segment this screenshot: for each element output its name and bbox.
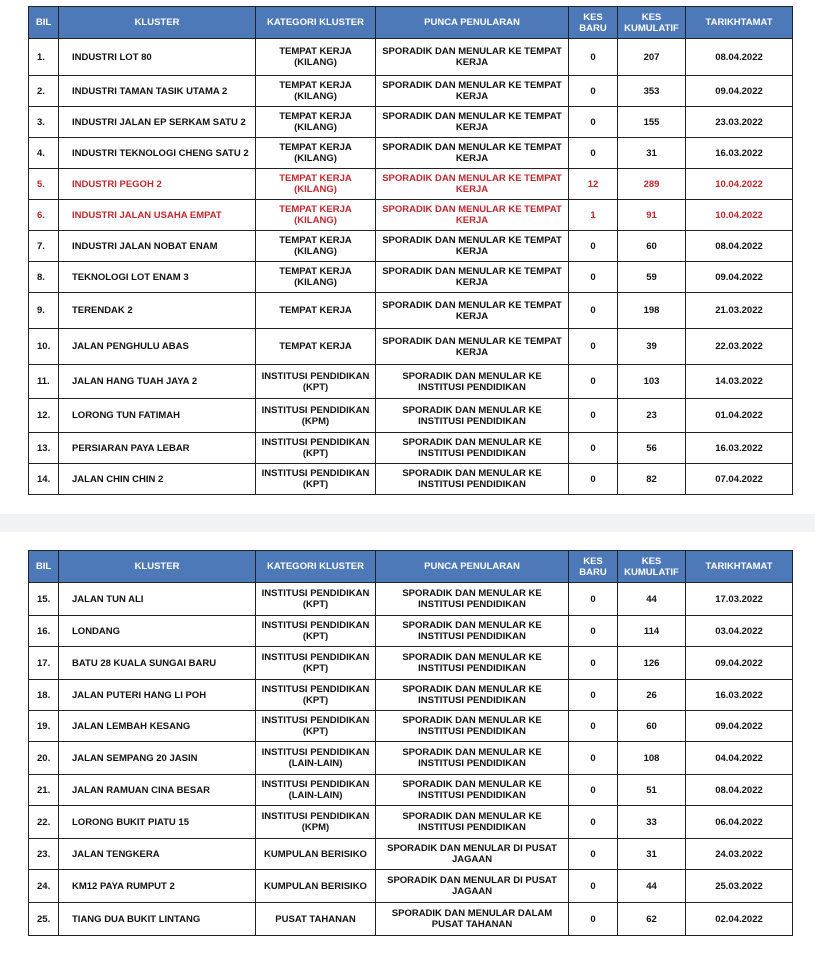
cell-tarikh-tamat: 08.04.2022 bbox=[686, 775, 793, 806]
cell-bil: 16. bbox=[29, 616, 59, 647]
cell-bil: 1. bbox=[29, 39, 59, 76]
table-row bbox=[29, 399, 793, 433]
header-punca: PUNCA PENULARAN bbox=[376, 7, 569, 39]
cell-tarikh-tamat: 21.03.2022 bbox=[686, 293, 793, 329]
cell-kes-kumulatif: 23 bbox=[618, 399, 686, 433]
table-row bbox=[29, 742, 793, 775]
table-row bbox=[29, 616, 793, 647]
cell-bil: 24. bbox=[29, 870, 59, 903]
table-row bbox=[29, 464, 793, 495]
cell-punca: SPORADIK DAN MENULAR KE INSTITUSI PENDIDIKAN bbox=[376, 365, 569, 399]
cell-kes-kumulatif: 39 bbox=[618, 329, 686, 365]
cell-kategori: PUSAT TAHANAN bbox=[256, 903, 376, 936]
table-row bbox=[29, 680, 793, 711]
cell-kes-baru: 0 bbox=[569, 365, 618, 399]
cell-bil: 22. bbox=[29, 806, 59, 839]
cell-kes-baru: 0 bbox=[569, 839, 618, 870]
cell-kluster: JALAN HANG TUAH JAYA 2 bbox=[59, 365, 256, 399]
cell-bil: 13. bbox=[29, 433, 59, 464]
cell-kluster: TEKNOLOGI LOT ENAM 3 bbox=[59, 262, 256, 293]
cell-punca: SPORADIK DAN MENULAR KE INSTITUSI PENDIDIKAN bbox=[376, 464, 569, 495]
cell-kes-baru: 0 bbox=[569, 870, 618, 903]
cell-tarikh-tamat: 16.03.2022 bbox=[686, 433, 793, 464]
table-row bbox=[29, 870, 793, 903]
table-row bbox=[29, 39, 793, 76]
cell-kes-kumulatif: 82 bbox=[618, 464, 686, 495]
cell-kes-baru: 0 bbox=[569, 231, 618, 262]
cell-kategori: TEMPAT KERJA (KILANG) bbox=[256, 200, 376, 231]
cell-bil: 25. bbox=[29, 903, 59, 936]
table-row bbox=[29, 711, 793, 742]
cell-kes-kumulatif: 198 bbox=[618, 293, 686, 329]
cell-kes-kumulatif: 56 bbox=[618, 433, 686, 464]
cell-tarikh-tamat: 14.03.2022 bbox=[686, 365, 793, 399]
cell-kluster: INDUSTRI TEKNOLOGI CHENG SATU 2 bbox=[59, 138, 256, 169]
cell-punca: SPORADIK DAN MENULAR KE INSTITUSI PENDIDIKAN bbox=[376, 433, 569, 464]
cell-punca: SPORADIK DAN MENULAR KE TEMPAT KERJA bbox=[376, 169, 569, 200]
cell-tarikh-tamat: 04.04.2022 bbox=[686, 742, 793, 775]
cell-bil: 7. bbox=[29, 231, 59, 262]
cell-kategori: INSTITUSI PENDIDIKAN (LAIN-LAIN) bbox=[256, 742, 376, 775]
cell-tarikh-tamat: 23.03.2022 bbox=[686, 107, 793, 138]
header-kluster: KLUSTER bbox=[59, 7, 256, 39]
cell-kes-baru: 0 bbox=[569, 107, 618, 138]
cell-kluster: LORONG BUKIT PIATU 15 bbox=[59, 806, 256, 839]
cell-kategori: KUMPULAN BERISIKO bbox=[256, 870, 376, 903]
table-row bbox=[29, 107, 793, 138]
cell-kes-baru: 0 bbox=[569, 293, 618, 329]
cell-tarikh-tamat: 25.03.2022 bbox=[686, 870, 793, 903]
cell-kes-kumulatif: 155 bbox=[618, 107, 686, 138]
cell-kluster: INDUSTRI JALAN USAHA EMPAT bbox=[59, 200, 256, 231]
cell-kluster: PERSIARAN PAYA LEBAR bbox=[59, 433, 256, 464]
cluster-table-2 bbox=[28, 550, 793, 936]
header-kes-baru: KES BARU bbox=[569, 7, 618, 39]
cell-kes-baru: 0 bbox=[569, 583, 618, 616]
cell-punca: SPORADIK DAN MENULAR DALAM PUSAT TAHANAN bbox=[376, 903, 569, 936]
cell-kes-kumulatif: 60 bbox=[618, 231, 686, 262]
cell-kategori: TEMPAT KERJA bbox=[256, 329, 376, 365]
cell-kategori: TEMPAT KERJA bbox=[256, 293, 376, 329]
table-header-row bbox=[29, 551, 793, 583]
cell-tarikh-tamat: 24.03.2022 bbox=[686, 839, 793, 870]
cell-punca: SPORADIK DAN MENULAR KE INSTITUSI PENDIDIKAN bbox=[376, 399, 569, 433]
cell-tarikh-tamat: 03.04.2022 bbox=[686, 616, 793, 647]
header-tarikh-tamat: TARIKHTAMAT bbox=[686, 551, 793, 583]
cell-kategori: TEMPAT KERJA (KILANG) bbox=[256, 169, 376, 200]
cell-kes-baru: 12 bbox=[569, 169, 618, 200]
table-row bbox=[29, 583, 793, 616]
cell-tarikh-tamat: 09.04.2022 bbox=[686, 262, 793, 293]
cell-punca: SPORADIK DAN MENULAR KE INSTITUSI PENDIDIKAN bbox=[376, 806, 569, 839]
header-kes-kumulatif: KES KUMULATIF bbox=[618, 551, 686, 583]
cell-kes-kumulatif: 26 bbox=[618, 680, 686, 711]
cell-punca: SPORADIK DAN MENULAR KE TEMPAT KERJA bbox=[376, 262, 569, 293]
cell-bil: 18. bbox=[29, 680, 59, 711]
cell-punca: SPORADIK DAN MENULAR KE INSTITUSI PENDIDIKAN bbox=[376, 680, 569, 711]
cell-punca: SPORADIK DAN MENULAR KE TEMPAT KERJA bbox=[376, 76, 569, 107]
cell-kes-baru: 0 bbox=[569, 262, 618, 293]
cell-kluster: INDUSTRI TAMAN TASIK UTAMA 2 bbox=[59, 76, 256, 107]
cell-tarikh-tamat: 08.04.2022 bbox=[686, 39, 793, 76]
table-row bbox=[29, 775, 793, 806]
table-row bbox=[29, 433, 793, 464]
cell-punca: SPORADIK DAN MENULAR KE INSTITUSI PENDIDIKAN bbox=[376, 647, 569, 680]
cell-kluster: JALAN PUTERI HANG LI POH bbox=[59, 680, 256, 711]
cell-kategori: INSTITUSI PENDIDIKAN (KPT) bbox=[256, 680, 376, 711]
cell-bil: 10. bbox=[29, 329, 59, 365]
cell-punca: SPORADIK DAN MENULAR KE TEMPAT KERJA bbox=[376, 39, 569, 76]
cell-punca: SPORADIK DAN MENULAR KE TEMPAT KERJA bbox=[376, 231, 569, 262]
cell-punca: SPORADIK DAN MENULAR KE TEMPAT KERJA bbox=[376, 107, 569, 138]
cell-tarikh-tamat: 02.04.2022 bbox=[686, 903, 793, 936]
cell-kes-kumulatif: 51 bbox=[618, 775, 686, 806]
header-kategori: KATEGORI KLUSTER bbox=[256, 7, 376, 39]
cell-tarikh-tamat: 17.03.2022 bbox=[686, 583, 793, 616]
cell-kes-kumulatif: 126 bbox=[618, 647, 686, 680]
header-punca: PUNCA PENULARAN bbox=[376, 551, 569, 583]
cell-kluster: KM12 PAYA RUMPUT 2 bbox=[59, 870, 256, 903]
table-row bbox=[29, 293, 793, 329]
cell-kes-kumulatif: 60 bbox=[618, 711, 686, 742]
cell-kategori: INSTITUSI PENDIDIKAN (KPT) bbox=[256, 616, 376, 647]
cell-kluster: JALAN RAMUAN CINA BESAR bbox=[59, 775, 256, 806]
cell-kes-baru: 0 bbox=[569, 329, 618, 365]
cell-bil: 23. bbox=[29, 839, 59, 870]
cell-tarikh-tamat: 10.04.2022 bbox=[686, 169, 793, 200]
cell-kategori: INSTITUSI PENDIDIKAN (KPT) bbox=[256, 711, 376, 742]
cell-punca: SPORADIK DAN MENULAR KE TEMPAT KERJA bbox=[376, 293, 569, 329]
header-kategori: KATEGORI KLUSTER bbox=[256, 551, 376, 583]
table-row bbox=[29, 806, 793, 839]
cell-kes-baru: 0 bbox=[569, 711, 618, 742]
cell-kes-baru: 0 bbox=[569, 903, 618, 936]
cell-bil: 14. bbox=[29, 464, 59, 495]
cell-bil: 4. bbox=[29, 138, 59, 169]
cell-kluster: TIANG DUA BUKIT LINTANG bbox=[59, 903, 256, 936]
cell-tarikh-tamat: 16.03.2022 bbox=[686, 680, 793, 711]
cell-kategori: INSTITUSI PENDIDIKAN (KPT) bbox=[256, 433, 376, 464]
cell-tarikh-tamat: 06.04.2022 bbox=[686, 806, 793, 839]
cell-kes-baru: 0 bbox=[569, 39, 618, 76]
cell-punca: SPORADIK DAN MENULAR DI PUSAT JAGAAN bbox=[376, 870, 569, 903]
cell-kategori: INSTITUSI PENDIDIKAN (KPT) bbox=[256, 365, 376, 399]
cell-kluster: JALAN TENGKERA bbox=[59, 839, 256, 870]
cell-kluster: TERENDAK 2 bbox=[59, 293, 256, 329]
cell-bil: 8. bbox=[29, 262, 59, 293]
table-row bbox=[29, 169, 793, 200]
cell-kes-kumulatif: 114 bbox=[618, 616, 686, 647]
cell-kluster: INDUSTRI JALAN EP SERKAM SATU 2 bbox=[59, 107, 256, 138]
cell-kes-baru: 0 bbox=[569, 806, 618, 839]
cell-kluster: BATU 28 KUALA SUNGAI BARU bbox=[59, 647, 256, 680]
cell-punca: SPORADIK DAN MENULAR KE TEMPAT KERJA bbox=[376, 138, 569, 169]
cell-kategori: TEMPAT KERJA (KILANG) bbox=[256, 262, 376, 293]
cell-tarikh-tamat: 08.04.2022 bbox=[686, 231, 793, 262]
cell-punca: SPORADIK DAN MENULAR KE INSTITUSI PENDIDIKAN bbox=[376, 742, 569, 775]
header-kes-kumulatif: KES KUMULATIF bbox=[618, 7, 686, 39]
header-kluster: KLUSTER bbox=[59, 551, 256, 583]
cell-kluster: INDUSTRI LOT 80 bbox=[59, 39, 256, 76]
cell-punca: SPORADIK DAN MENULAR KE TEMPAT KERJA bbox=[376, 329, 569, 365]
table-row bbox=[29, 200, 793, 231]
cell-kes-kumulatif: 91 bbox=[618, 200, 686, 231]
cell-punca: SPORADIK DAN MENULAR KE INSTITUSI PENDIDIKAN bbox=[376, 775, 569, 806]
cell-tarikh-tamat: 09.04.2022 bbox=[686, 76, 793, 107]
cell-kategori: INSTITUSI PENDIDIKAN (LAIN-LAIN) bbox=[256, 775, 376, 806]
cell-kategori: TEMPAT KERJA (KILANG) bbox=[256, 107, 376, 138]
cell-tarikh-tamat: 07.04.2022 bbox=[686, 464, 793, 495]
cell-kluster: INDUSTRI PEGOH 2 bbox=[59, 169, 256, 200]
cell-kluster: INDUSTRI JALAN NOBAT ENAM bbox=[59, 231, 256, 262]
header-tarikh-tamat: TARIKHTAMAT bbox=[686, 7, 793, 39]
cell-kes-baru: 0 bbox=[569, 399, 618, 433]
cell-tarikh-tamat: 09.04.2022 bbox=[686, 711, 793, 742]
table-row bbox=[29, 76, 793, 107]
cell-kategori: INSTITUSI PENDIDIKAN (KPT) bbox=[256, 464, 376, 495]
table-row bbox=[29, 262, 793, 293]
cell-punca: SPORADIK DAN MENULAR KE TEMPAT KERJA bbox=[376, 200, 569, 231]
cell-kes-kumulatif: 59 bbox=[618, 262, 686, 293]
cell-kes-baru: 0 bbox=[569, 76, 618, 107]
cell-bil: 20. bbox=[29, 742, 59, 775]
cell-kes-kumulatif: 62 bbox=[618, 903, 686, 936]
cell-bil: 9. bbox=[29, 293, 59, 329]
table-row bbox=[29, 138, 793, 169]
cell-bil: 17. bbox=[29, 647, 59, 680]
cell-kes-kumulatif: 108 bbox=[618, 742, 686, 775]
table-row bbox=[29, 231, 793, 262]
cell-kategori: TEMPAT KERJA (KILANG) bbox=[256, 138, 376, 169]
table-row bbox=[29, 903, 793, 936]
cell-kluster: LONDANG bbox=[59, 616, 256, 647]
cell-bil: 5. bbox=[29, 169, 59, 200]
table-separator bbox=[0, 514, 815, 532]
table-row bbox=[29, 839, 793, 870]
table-row bbox=[29, 365, 793, 399]
cell-kategori: INSTITUSI PENDIDIKAN (KPM) bbox=[256, 806, 376, 839]
cell-bil: 19. bbox=[29, 711, 59, 742]
cell-kluster: LORONG TUN FATIMAH bbox=[59, 399, 256, 433]
cell-kes-kumulatif: 44 bbox=[618, 583, 686, 616]
cell-kategori: TEMPAT KERJA (KILANG) bbox=[256, 39, 376, 76]
cell-kluster: JALAN PENGHULU ABAS bbox=[59, 329, 256, 365]
cell-bil: 21. bbox=[29, 775, 59, 806]
cell-kes-kumulatif: 31 bbox=[618, 138, 686, 169]
cell-bil: 2. bbox=[29, 76, 59, 107]
table-row bbox=[29, 329, 793, 365]
cell-tarikh-tamat: 22.03.2022 bbox=[686, 329, 793, 365]
cell-kes-baru: 1 bbox=[569, 200, 618, 231]
cell-kes-baru: 0 bbox=[569, 138, 618, 169]
cell-tarikh-tamat: 01.04.2022 bbox=[686, 399, 793, 433]
cell-kategori: INSTITUSI PENDIDIKAN (KPT) bbox=[256, 647, 376, 680]
cell-kluster: JALAN TUN ALI bbox=[59, 583, 256, 616]
cell-bil: 15. bbox=[29, 583, 59, 616]
cell-kes-baru: 0 bbox=[569, 616, 618, 647]
cell-kategori: TEMPAT KERJA (KILANG) bbox=[256, 231, 376, 262]
cell-kes-kumulatif: 289 bbox=[618, 169, 686, 200]
cell-kategori: TEMPAT KERJA (KILANG) bbox=[256, 76, 376, 107]
cell-punca: SPORADIK DAN MENULAR KE INSTITUSI PENDIDIKAN bbox=[376, 616, 569, 647]
cell-kluster: JALAN LEMBAH KESANG bbox=[59, 711, 256, 742]
cell-kes-baru: 0 bbox=[569, 464, 618, 495]
cell-kes-kumulatif: 353 bbox=[618, 76, 686, 107]
header-bil: BIL bbox=[29, 551, 59, 583]
cell-bil: 11. bbox=[29, 365, 59, 399]
cell-kluster: JALAN SEMPANG 20 JASIN bbox=[59, 742, 256, 775]
cell-kes-kumulatif: 31 bbox=[618, 839, 686, 870]
cell-punca: SPORADIK DAN MENULAR DI PUSAT JAGAAN bbox=[376, 839, 569, 870]
cell-kes-kumulatif: 44 bbox=[618, 870, 686, 903]
cell-kluster: JALAN CHIN CHIN 2 bbox=[59, 464, 256, 495]
header-kes-baru: KES BARU bbox=[569, 551, 618, 583]
header-bil: BIL bbox=[29, 7, 59, 39]
cell-kes-baru: 0 bbox=[569, 775, 618, 806]
table-row bbox=[29, 647, 793, 680]
cell-punca: SPORADIK DAN MENULAR KE INSTITUSI PENDIDIKAN bbox=[376, 583, 569, 616]
cell-punca: SPORADIK DAN MENULAR KE INSTITUSI PENDIDIKAN bbox=[376, 711, 569, 742]
cell-kes-baru: 0 bbox=[569, 742, 618, 775]
cell-bil: 3. bbox=[29, 107, 59, 138]
cell-bil: 6. bbox=[29, 200, 59, 231]
cell-bil: 12. bbox=[29, 399, 59, 433]
cell-kategori: INSTITUSI PENDIDIKAN (KPM) bbox=[256, 399, 376, 433]
cell-kes-kumulatif: 207 bbox=[618, 39, 686, 76]
cell-kategori: KUMPULAN BERISIKO bbox=[256, 839, 376, 870]
cell-tarikh-tamat: 09.04.2022 bbox=[686, 647, 793, 680]
cell-kes-kumulatif: 33 bbox=[618, 806, 686, 839]
cell-kes-kumulatif: 103 bbox=[618, 365, 686, 399]
cell-tarikh-tamat: 16.03.2022 bbox=[686, 138, 793, 169]
cell-kes-baru: 0 bbox=[569, 680, 618, 711]
cell-kes-baru: 0 bbox=[569, 647, 618, 680]
cell-tarikh-tamat: 10.04.2022 bbox=[686, 200, 793, 231]
cell-kategori: INSTITUSI PENDIDIKAN (KPT) bbox=[256, 583, 376, 616]
cell-kes-baru: 0 bbox=[569, 433, 618, 464]
cluster-table-1 bbox=[28, 6, 793, 495]
table-header-row bbox=[29, 7, 793, 39]
